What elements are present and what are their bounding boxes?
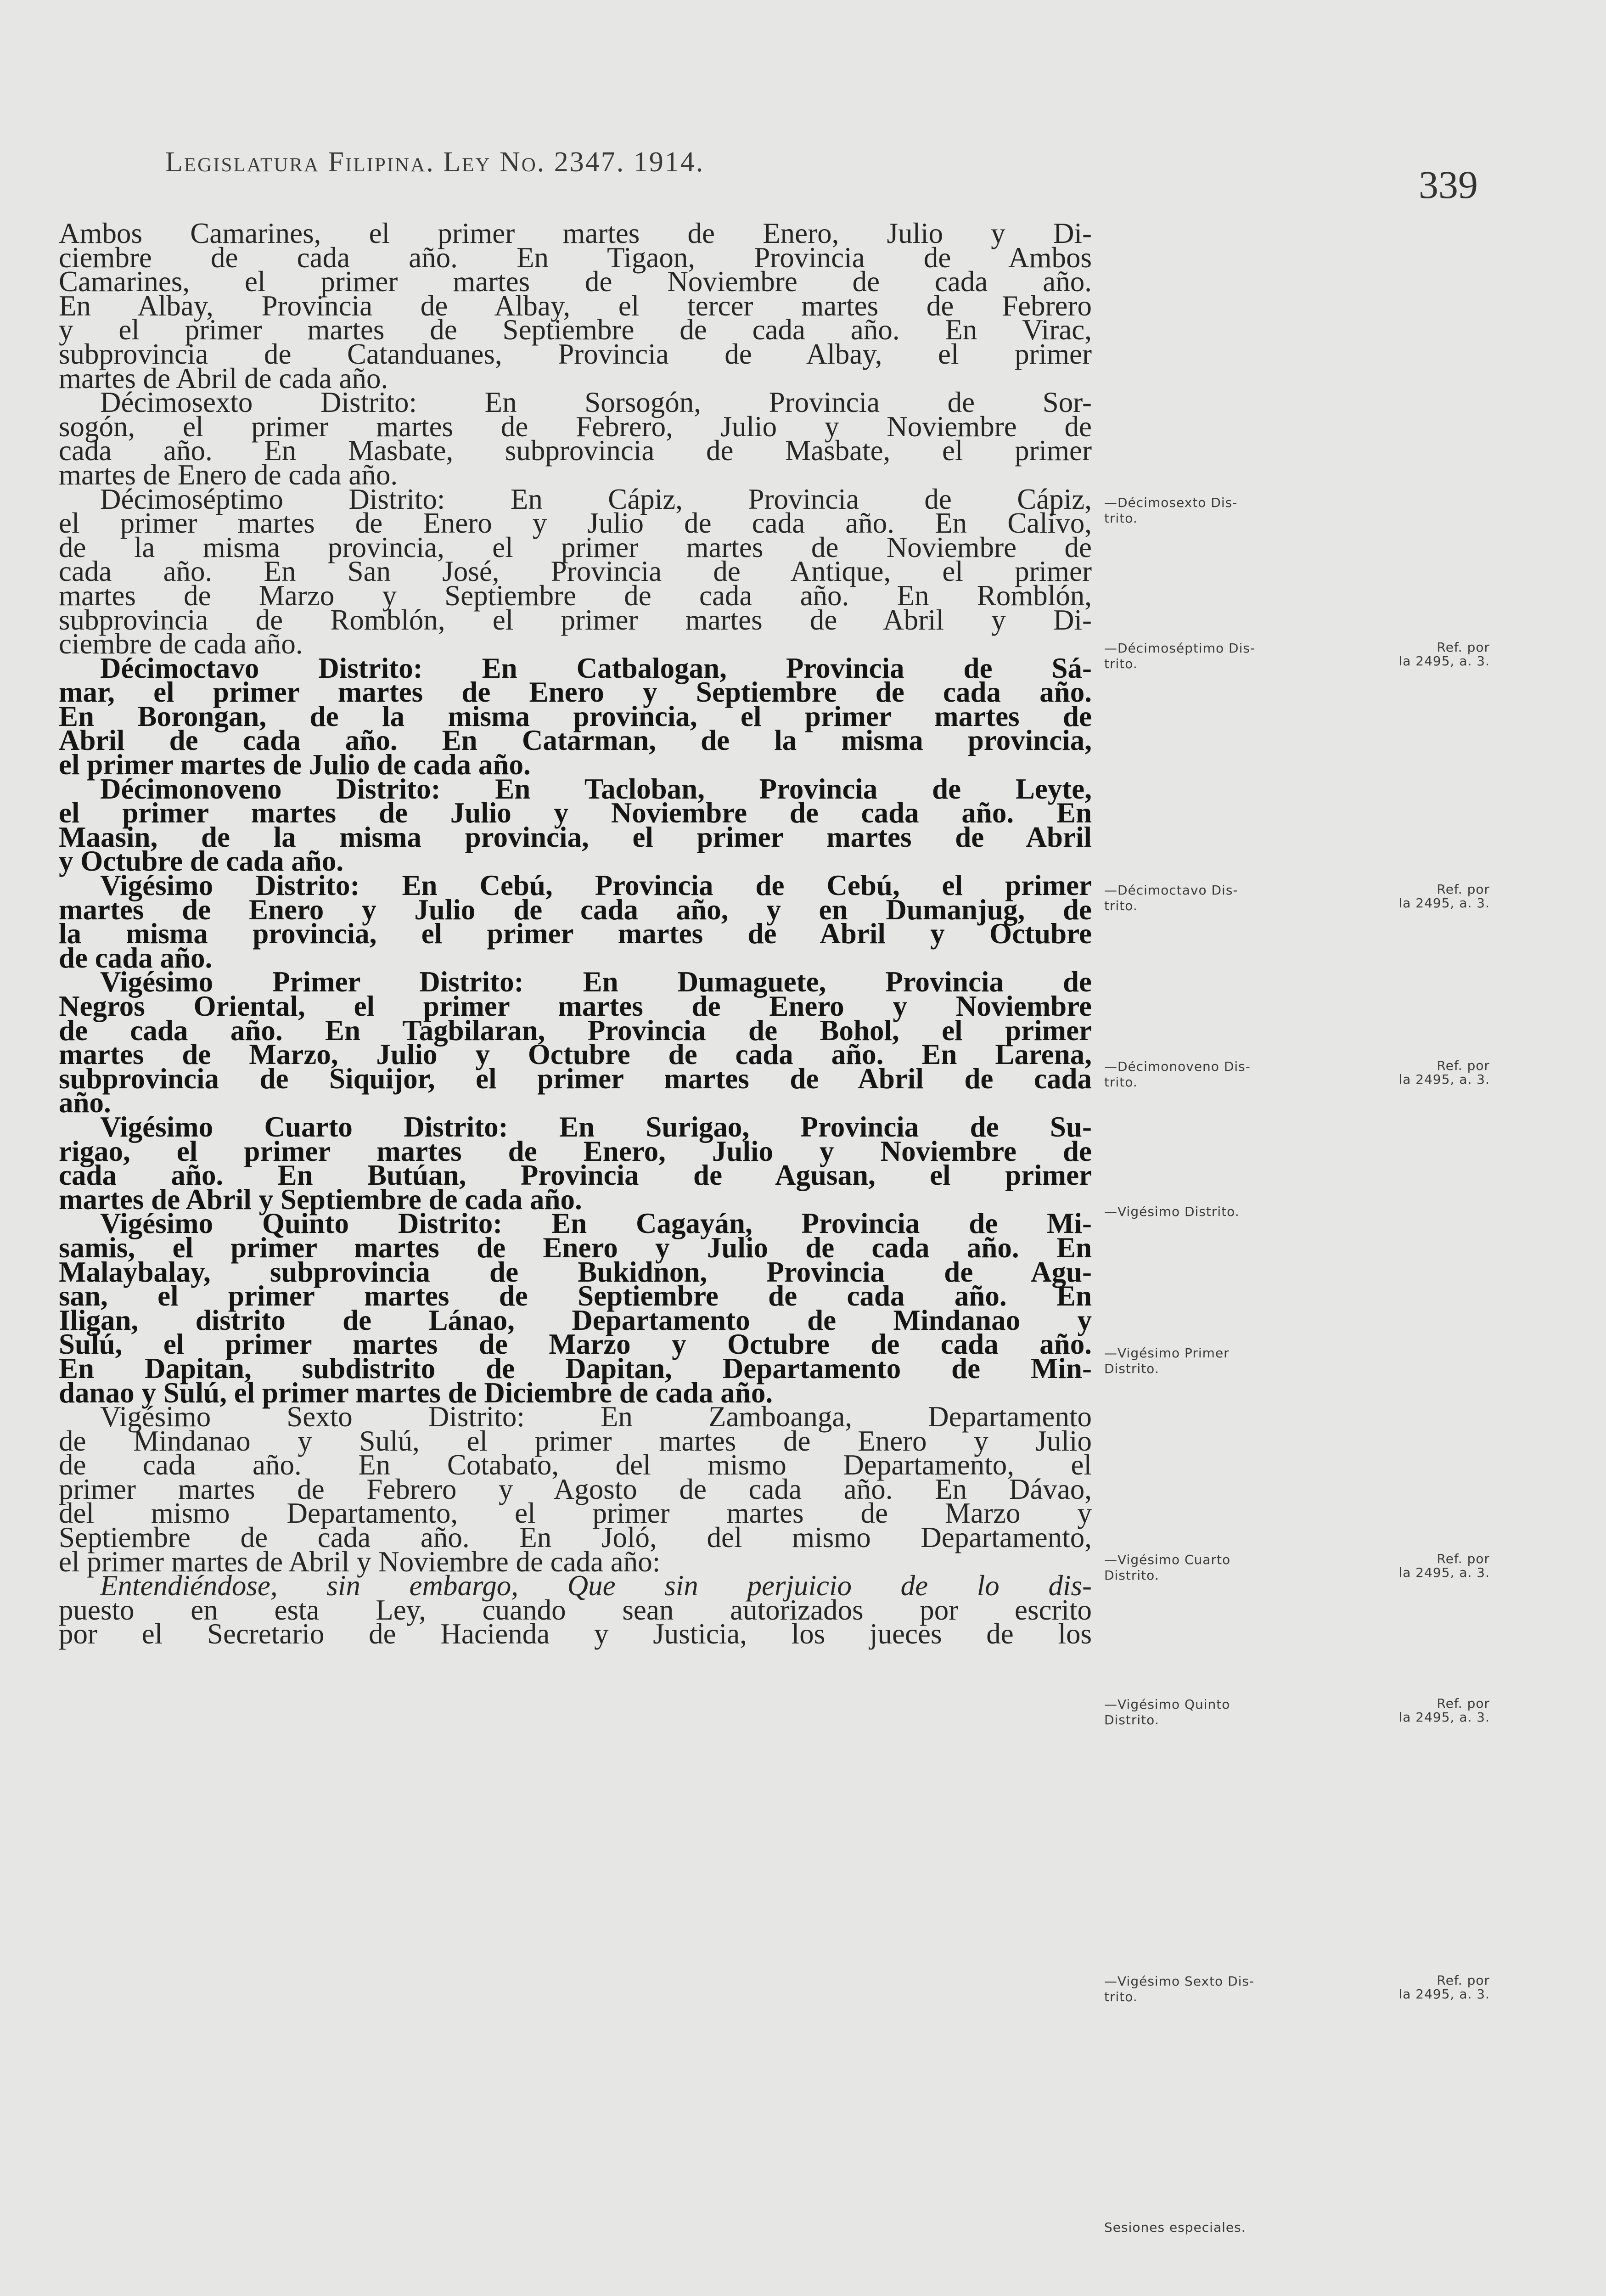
margin-note-label: trito. (1104, 1989, 1138, 2004)
text-line: de cada año. En Cotabato, del mismo Departamento, el (59, 1449, 1092, 1481)
text-line: En Dapitan, subdistrito de Dapitan, Departamento de Min- (59, 1352, 1092, 1384)
text-line: el primer martes de Enero y Julio de cada año. En Calivo, (59, 507, 1092, 540)
paragraph-start-line: Décimosexto Distrito: En Sorsogón, Provincia de Sor- (100, 386, 1092, 419)
margin-note-label: —Décimoctavo Dis- (1104, 883, 1238, 898)
margin-note-label: —Vigésimo Sexto Dis- (1104, 1974, 1255, 1989)
text-line: san, el primer martes de Septiembre de cada año. En (59, 1280, 1092, 1312)
paragraph-start-line: Vigésimo Distrito: En Cebú, Provincia de Cebú, el primer (100, 869, 1092, 902)
text-line: ciembre de cada año. (59, 628, 303, 660)
margin-note-reference: Ref. por la 2495, a. 3. (1398, 882, 1490, 911)
text-line: martes de Enero y Julio de cada año, y en Dumanjug, de (59, 893, 1092, 926)
paragraph-start-line: Décimonoveno Distrito: En Tacloban, Provincia de Leyte, (100, 772, 1092, 805)
text-line: el primer martes de Julio y Noviembre de cada año. En (59, 797, 1092, 829)
margin-note (1104, 1552, 1517, 1583)
text-line: puesto en esta Ley, cuando sean autorizados por escrito (59, 1593, 1092, 1626)
text-line: Iligan, distrito de Lánao, Departamento de Mindanao y (59, 1304, 1092, 1336)
text-line: el primer martes de Julio de cada año. (59, 748, 531, 781)
margin-note-label: Distrito. (1104, 1361, 1159, 1376)
margin-note (1104, 1059, 1517, 1090)
text-line: cada año. En Butúan, Provincia de Agusan, el primer (59, 1159, 1092, 1192)
text-line: de cada año. (59, 941, 213, 974)
margin-note-reference: Ref. por la 2495, a. 3. (1398, 1696, 1490, 1725)
text-line: martes de Marzo y Septiembre de cada año. En Romblón, (59, 579, 1092, 612)
margin-note (1104, 1345, 1517, 1377)
margin-note-label: —Décimosexto Dis- (1104, 495, 1238, 510)
margin-note (1104, 495, 1517, 526)
text-line: cada año. En Masbate, subprovincia de Masbate, el primer (59, 434, 1092, 467)
text-line: Sulú, el primer martes de Marzo y Octubre de cada año. (59, 1328, 1092, 1361)
margin-note (1104, 1974, 1517, 2005)
paragraph-start-line: Vigésimo Primer Distrito: En Dumaguete, Provincia de (100, 966, 1092, 998)
margin-note-label: trito. (1104, 898, 1138, 913)
margin-note (1104, 1697, 1517, 1728)
margin-note-label: trito. (1104, 511, 1138, 526)
margin-note (1104, 883, 1517, 914)
text-line: y el primer martes de Septiembre de cada año. En Virac, (59, 314, 1092, 346)
text-line: Malaybalay, subprovincia de Bukidnon, Provincia de Agu- (59, 1255, 1092, 1288)
text-line: de cada año. En Tagbilaran, Provincia de Bohol, el primer (59, 1014, 1092, 1047)
margin-note-reference: Ref. por la 2495, a. 3. (1398, 1973, 1490, 2002)
text-line: año. (59, 1086, 111, 1119)
text-line: martes de Abril y Septiembre de cada año. (59, 1183, 582, 1216)
margin-note-label: Sesiones especiales. (1104, 2220, 1246, 2235)
text-line: samis, el primer martes de Enero y Julio de cada año. En (59, 1231, 1092, 1264)
paragraph-start-line: Vigésimo Quinto Distrito: En Cagayán, Provincia de Mi- (100, 1207, 1092, 1240)
text-line: sogón, el primer martes de Febrero, Julio y Noviembre de (59, 410, 1092, 443)
text-line: cada año. En San José, Provincia de Antique, el primer (59, 555, 1092, 588)
text-line: por el Secretario de Hacienda y Justicia, los jueces de los (59, 1618, 1092, 1650)
text-line: martes de Marzo, Julio y Octubre de cada año. En Larena, (59, 1038, 1092, 1071)
text-line: Maasin, de la misma provincia, el primer martes de Abril (59, 821, 1092, 853)
margin-note-label: —Décimonoveno Dis- (1104, 1059, 1251, 1074)
margin-note-label: —Vigésimo Primer (1104, 1345, 1230, 1361)
text-line: subprovincia de Catanduanes, Provincia de Albay, el primer (59, 338, 1092, 370)
text-line: ciembre de cada año. En Tigaon, Provincia de Ambos (59, 241, 1092, 274)
text-line: mar, el primer martes de Enero y Septiembre de cada año. (59, 676, 1092, 709)
page-number: 339 (1419, 163, 1478, 207)
paragraph-start-line: Décimoctavo Distrito: En Catbalogan, Provincia de Sá- (100, 652, 1092, 684)
margin-note-label: —Décimoséptimo Dis- (1104, 641, 1256, 656)
body-text (59, 217, 1092, 1650)
paragraph-start-line: Vigésimo Sexto Distrito: En Zamboanga, Departamento (100, 1401, 1092, 1433)
text-line: del mismo Departamento, el primer martes de Marzo y (59, 1497, 1092, 1530)
paragraph-start-line: Décimoséptimo Distrito: En Cápiz, Provincia de Cápiz, (100, 483, 1092, 515)
text-line: Septiembre de cada año. En Joló, del mismo Departamento, (59, 1521, 1092, 1554)
running-head: Legislatura Filipina. Ley No. 2347. 1914. (165, 146, 705, 178)
text-line: y Octubre de cada año. (59, 845, 344, 878)
paragraph-start-line: Entendiéndose, sin embargo, Que sin perjuicio de lo dis- (100, 1570, 1092, 1602)
margin-note-label: —Vigésimo Distrito. (1104, 1204, 1240, 1219)
text-line: de la misma provincia, el primer martes de Noviembre de (59, 531, 1092, 563)
text-line: de Mindanao y Sulú, el primer martes de Enero y Julio (59, 1424, 1092, 1457)
text-line: Abril de cada año. En Catarman, de la misma provincia, (59, 724, 1092, 757)
margin-note-reference: Ref. por la 2495, a. 3. (1398, 1551, 1490, 1580)
text-line: la misma provincia, el primer martes de Abril y Octubre (59, 917, 1092, 950)
text-line: danao y Sulú, el primer martes de Diciembre de cada año. (59, 1376, 773, 1409)
text-line: Camarines, el primer martes de Noviembre de cada año. (59, 265, 1092, 298)
margin-note-reference: Ref. por la 2495, a. 3. (1398, 640, 1490, 669)
margin-note (1104, 1204, 1517, 1220)
margin-note-label: Distrito. (1104, 1712, 1159, 1728)
margin-note-label: —Vigésimo Quinto (1104, 1697, 1230, 1712)
margin-note (1104, 2220, 1517, 2235)
margin-note-label: trito. (1104, 1075, 1138, 1090)
text-line: Negros Oriental, el primer martes de Enero y Noviembre (59, 990, 1092, 1022)
margin-note-label: —Vigésimo Cuarto (1104, 1552, 1231, 1567)
text-line: primer martes de Febrero y Agosto de cada año. En Dávao, (59, 1473, 1092, 1505)
text-line: martes de Abril de cada año. (59, 362, 388, 394)
text-line: subprovincia de Siquijor, el primer martes de Abril de cada (59, 1062, 1092, 1095)
text-line: el primer martes de Abril y Noviembre de cada año: (59, 1545, 661, 1578)
margin-note-label: trito. (1104, 656, 1138, 671)
paragraph-start-line: Vigésimo Cuarto Distrito: En Surigao, Provincia de Su- (100, 1110, 1092, 1143)
text-line: subprovincia de Romblón, el primer martes de Abril y Di- (59, 603, 1092, 636)
margin-note-label: Distrito. (1104, 1568, 1159, 1583)
text-line: martes de Enero de cada año. (59, 458, 398, 491)
text-line: Ambos Camarines, el primer martes de Enero, Julio y Di- (59, 217, 1092, 249)
margin-note-reference: Ref. por la 2495, a. 3. (1398, 1058, 1490, 1087)
text-line: En Borongan, de la misma provincia, el primer martes de (59, 700, 1092, 732)
text-line: rigao, el primer martes de Enero, Julio y Noviembre de (59, 1135, 1092, 1167)
text-line: En Albay, Provincia de Albay, el tercer martes de Febrero (59, 289, 1092, 322)
margin-note (1104, 641, 1517, 672)
